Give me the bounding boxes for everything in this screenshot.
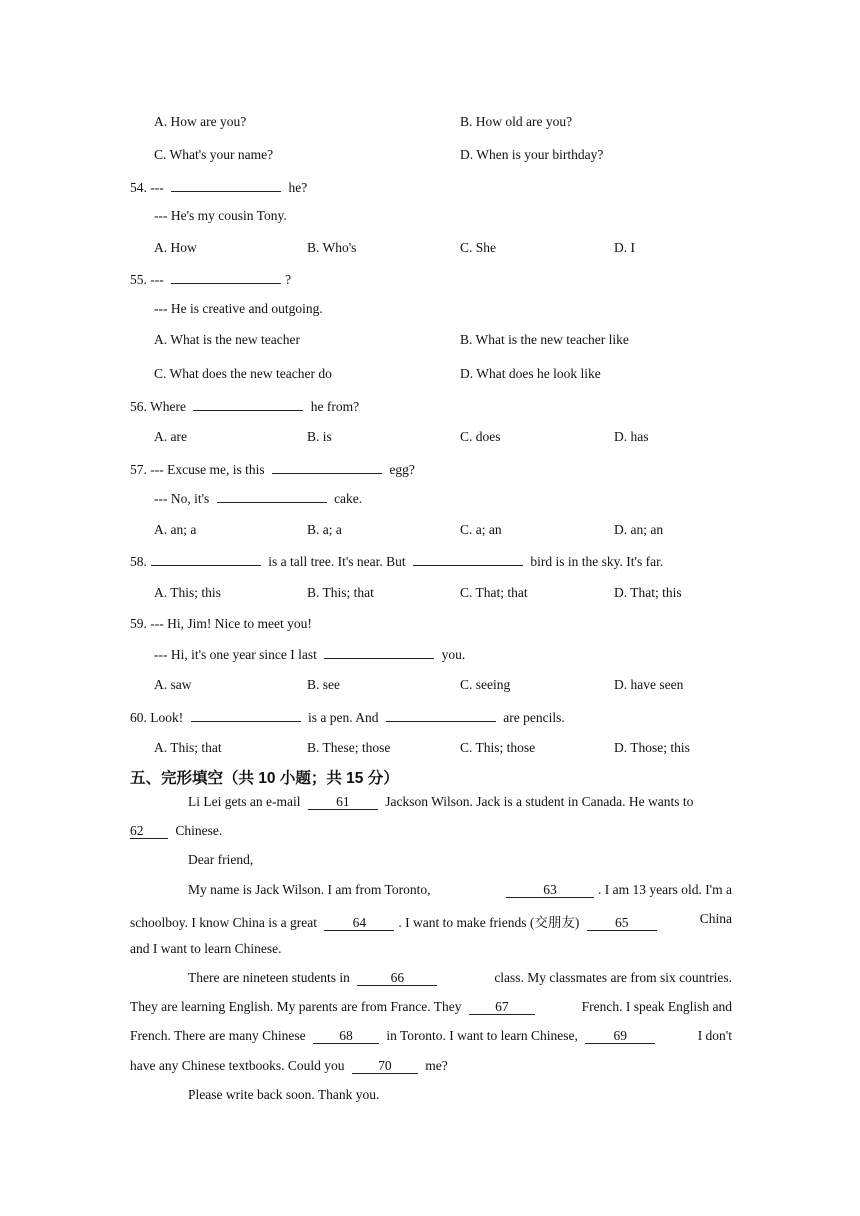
q58-post: bird is in the sky. It's far. <box>530 554 664 569</box>
cloze-p2-f: and I want to learn Chinese. <box>130 941 282 956</box>
q57-post: egg? <box>389 462 415 477</box>
q57-option-b: B. a; a <box>307 522 342 537</box>
cloze-p1-c: Chinese. <box>175 823 223 838</box>
q55-option-d: D. What does he look like <box>460 366 601 381</box>
q55-post: ? <box>285 272 292 287</box>
cloze-line-10 <box>130 1058 448 1074</box>
q60-blank-2 <box>386 709 496 722</box>
cloze-p3-b: class. My classmates are from six countries. <box>494 970 732 985</box>
q55-option-c: C. What does the new teacher do <box>154 366 332 381</box>
cloze-p3-d: French. I speak English and <box>581 999 732 1014</box>
q59-post: you. <box>441 647 466 662</box>
cloze-p3-f: in Toronto. I want to learn Chinese, <box>386 1028 578 1043</box>
q59-stem <box>154 646 465 663</box>
q55-blank <box>171 271 281 284</box>
q53-option-c: C. What's your name? <box>154 147 274 162</box>
q56-option-d: D. has <box>614 429 649 444</box>
cloze-greeting: Dear friend, <box>188 852 254 867</box>
cloze-line-5 <box>130 911 732 931</box>
q60-option-c: C. This; those <box>460 740 536 755</box>
cloze-p3-i: me? <box>425 1058 448 1073</box>
q57-blank-2 <box>217 490 327 503</box>
q59-option-d: D. have seen <box>614 677 684 692</box>
q54-option-a: A. How <box>154 240 197 255</box>
cloze-p2-e: China <box>699 911 732 926</box>
q53-option-d: D. When is your birthday? <box>460 147 604 162</box>
q57-answer-pre: --- No, it's <box>154 491 210 506</box>
q54-pre: 54. --- <box>130 180 164 195</box>
q60-mid: is a pen. And <box>308 710 379 725</box>
cloze-blank-70: 70 <box>352 1059 418 1074</box>
q56-blank <box>193 398 303 411</box>
q59-line1: 59. --- Hi, Jim! Nice to meet you! <box>130 616 312 631</box>
q58-pre: 58. <box>130 554 147 569</box>
q56-option-a: A. are <box>154 429 187 444</box>
q56-post: he from? <box>310 399 360 414</box>
cloze-blank-67: 67 <box>469 1000 535 1015</box>
q60-option-a: A. This; that <box>154 740 222 755</box>
q53-option-a: A. How are you? <box>154 114 247 129</box>
cloze-p2-a: My name is Jack Wilson. I am from Toronto, <box>188 882 431 897</box>
q57-option-d: D. an; an <box>614 522 664 537</box>
cloze-blank-63: 63 <box>506 883 594 898</box>
cloze-line-2 <box>130 823 222 839</box>
q55-answer: --- He is creative and outgoing. <box>154 301 323 316</box>
q58-option-a: A. This; this <box>154 585 221 600</box>
q53-option-b: B. How old are you? <box>460 114 573 129</box>
q60-option-b: B. These; those <box>307 740 391 755</box>
q58-option-d: D. That; this <box>614 585 682 600</box>
q56-stem <box>130 398 359 415</box>
q55-stem <box>130 271 291 288</box>
cloze-blank-68: 68 <box>313 1029 379 1044</box>
q60-stem <box>130 709 565 726</box>
q54-answer: --- He's my cousin Tony. <box>154 208 287 223</box>
cloze-blank-62: 62 <box>130 824 168 839</box>
q56-option-b: B. is <box>307 429 332 444</box>
q58-stem <box>130 553 663 570</box>
q54-stem <box>130 179 307 196</box>
cloze-p2-b: . I am 13 years old. I'm a <box>597 882 732 897</box>
cloze-p3-a: There are nineteen students in <box>188 970 350 985</box>
q56-pre: 56. Where <box>130 399 186 414</box>
q58-blank-1 <box>151 553 261 566</box>
cloze-p2-c: schoolboy. I know China is a great <box>130 915 317 930</box>
q57-blank-1 <box>272 461 382 474</box>
q60-blank-1 <box>191 709 301 722</box>
q54-post: he? <box>288 180 308 195</box>
cloze-p3-e: French. There are many Chinese <box>130 1028 306 1043</box>
q57-option-a: A. an; a <box>154 522 197 537</box>
cloze-line-8 <box>130 999 732 1015</box>
cloze-p1-a: Li Lei gets an e-mail <box>188 794 301 809</box>
cloze-blank-64: 64 <box>324 916 394 931</box>
q54-option-d: D. I <box>614 240 635 255</box>
q56-option-c: C. does <box>460 429 501 444</box>
cloze-blank-69: 69 <box>585 1029 655 1044</box>
q54-option-b: B. Who's <box>307 240 357 255</box>
section-5-title: 五、完形填空（共 10 小题；共 15 分） <box>130 770 399 787</box>
cloze-blank-61: 61 <box>308 795 378 810</box>
q59-option-a: A. saw <box>154 677 192 692</box>
q55-option-a: A. What is the new teacher <box>154 332 300 347</box>
q59-pre: --- Hi, it's one year since I last <box>154 647 317 662</box>
q58-blank-2 <box>413 553 523 566</box>
q54-blank <box>171 179 281 192</box>
cloze-p3-h: have any Chinese textbooks. Could you <box>130 1058 345 1073</box>
cloze-line-7 <box>188 970 732 986</box>
q59-option-c: C. seeing <box>460 677 511 692</box>
q60-pre: 60. Look! <box>130 710 184 725</box>
q58-option-b: B. This; that <box>307 585 374 600</box>
q59-option-b: B. see <box>307 677 340 692</box>
cloze-blank-66: 66 <box>357 971 437 986</box>
cloze-p2-d: . I want to make friends (交朋友) <box>398 915 580 930</box>
q58-option-c: C. That; that <box>460 585 528 600</box>
cloze-p3-g: I don't <box>697 1028 732 1043</box>
q60-option-d: D. Those; this <box>614 740 690 755</box>
cloze-closing: Please write back soon. Thank you. <box>188 1087 380 1102</box>
cloze-line-4 <box>188 882 732 898</box>
q57-pre: 57. --- Excuse me, is this <box>130 462 265 477</box>
cloze-p3-c: They are learning English. My parents are from France. They <box>130 999 462 1014</box>
q57-answer <box>154 490 362 507</box>
cloze-blank-65: 65 <box>587 916 657 931</box>
q55-option-b: B. What is the new teacher like <box>460 332 629 347</box>
cloze-line-1 <box>188 794 693 810</box>
q54-option-c: C. She <box>460 240 497 255</box>
q57-stem <box>130 461 415 478</box>
q55-pre: 55. --- <box>130 272 164 287</box>
cloze-line-9 <box>130 1028 732 1044</box>
q59-blank <box>324 646 434 659</box>
q58-mid: is a tall tree. It's near. But <box>268 554 406 569</box>
q60-post: are pencils. <box>503 710 565 725</box>
cloze-p1-b: Jackson Wilson. Jack is a student in Canada. He wants to <box>385 794 694 809</box>
q57-answer-post: cake. <box>334 491 363 506</box>
q57-option-c: C. a; an <box>460 522 502 537</box>
